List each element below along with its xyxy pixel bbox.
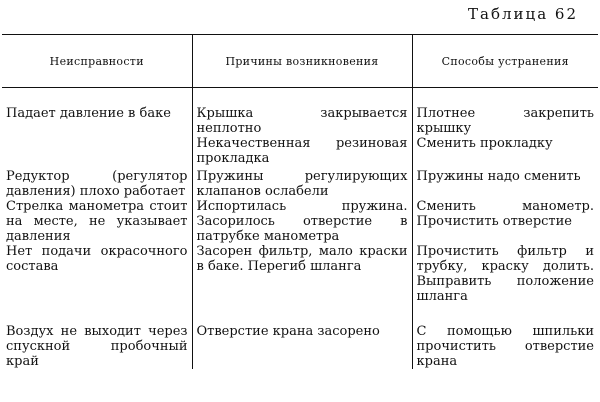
remedy-text: Прочистить фильтр и трубку, краску долить. Выправить положение шланга [416,244,594,304]
remedy-cell [412,88,598,167]
remedy-text: Сменить прокладку [416,136,553,151]
table-row [2,166,598,199]
fault-text: Нет подачи окрасочного состава [6,244,188,274]
fault-cell [2,244,192,304]
fault-cell [2,166,192,199]
remedy-text: Пружины надо сменить [416,169,581,184]
fault-text: Падает давление в баке [6,106,171,121]
table-caption: Таблица 62 [468,5,578,23]
cause-text: Пружины регулирующих клапанов ослабели [196,169,408,199]
remedy-cell [412,244,598,304]
cause-cell [192,244,412,304]
remedy-cell [412,199,598,244]
column-header-faults: Неисправности [2,35,192,88]
cause-cell [192,166,412,199]
remedy-text: Сменить манометр. Прочистить отверстие [416,199,594,229]
table-row [2,88,598,167]
fault-table [2,34,598,369]
fault-text: Воздух не выходит через спускной пробочный край [6,324,188,369]
remedy-cell [412,304,598,369]
cause-text: Испортилась пружина. Засорилось отверстие в патрубке манометра [196,199,408,244]
column-header-remedies: Способы устранения [412,35,598,88]
fault-cell [2,199,192,244]
column-header-causes: Причины возникновения [192,35,412,88]
remedy-cell [412,166,598,199]
cause-cell [192,199,412,244]
fault-cell [2,88,192,167]
fault-text: Редуктор (регулятор давления) плохо работает [6,169,188,199]
table-header-row [2,35,598,88]
cause-cell [192,304,412,369]
cause-text: Отверстие крана засорено [196,324,380,339]
remedy-text: Плотнее закрепить крышку [416,106,594,136]
table-row [2,199,598,244]
fault-text: Стрелка манометра стоит на месте, не указывает давления [6,199,188,244]
cause-cell [192,88,412,167]
remedy-text: С помощью шпильки прочистить отверстие крана [416,324,594,369]
cause-text: Засорен фильтр, мало краски в баке. Перегиб шланга [196,244,408,274]
cause-text: Некачественная резиновая прокладка [196,136,408,166]
cause-text: Крышка закрывается неплотно [196,106,408,136]
table-row [2,244,598,304]
table-row [2,304,598,369]
fault-cell [2,304,192,369]
